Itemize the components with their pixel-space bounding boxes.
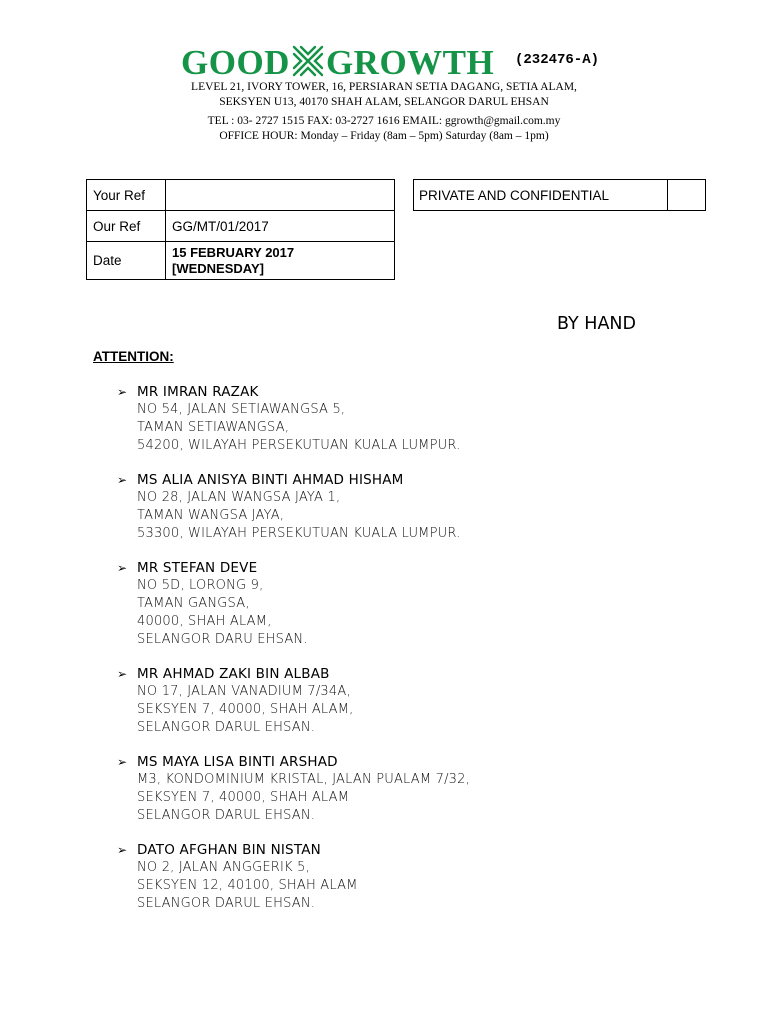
recipient-name-line [117, 383, 470, 401]
confidential-label: PRIVATE AND CONFIDENTIAL [414, 180, 668, 211]
recipient-address-line: SELANGOR DARU EHSAN. [137, 632, 308, 647]
office-hours: OFFICE HOUR: Monday – Friday (8am – 5pm) Saturday (8am – 1pm) [219, 130, 549, 142]
recipient-address-line: NO 28, JALAN WANGSA JAYA 1, [137, 490, 341, 505]
reference-table [86, 179, 395, 280]
date-value-line-1: 15 FEBRUARY 2017 [172, 244, 295, 260]
recipient-address-line: 40000, SHAH ALAM, [137, 614, 272, 629]
our-ref-row [87, 211, 395, 242]
company-registration-number: (232476-A) [515, 52, 600, 68]
recipient-address-line: NO 5D, LORONG 9, [137, 578, 264, 593]
recipient-item [117, 753, 470, 825]
attention-heading: ATTENTION: [93, 349, 174, 364]
recipient-address-line: NO 54, JALAN SETIAWANGSA 5, [137, 402, 346, 417]
your-ref-row [87, 180, 395, 211]
your-ref-label: Your Ref [87, 180, 166, 211]
leaf-logo-icon [291, 44, 325, 78]
recipient-address-line: M3, KONDOMINIUM KRISTAL, JALAN PUALAM 7/32, [137, 772, 470, 787]
recipient-address-line: SEKSYEN 7, 40000, SHAH ALAM [137, 790, 350, 805]
address-line-1: LEVEL 21, IVORY TOWER, 16, PERSIARAN SETIA DAGANG, SETIA ALAM, [191, 81, 577, 93]
recipient-address-line: TAMAN WANGSA JAYA, [137, 508, 285, 523]
recipient-address-line: SEKSYEN 12, 40100, SHAH ALAM [137, 878, 358, 893]
recipient-item [117, 471, 470, 543]
delivery-method: BY HAND [557, 314, 636, 334]
arrow-bullet-icon: ➢ [117, 473, 128, 487]
recipient-address-line: 54200, WILAYAH PERSEKUTUAN KUALA LUMPUR. [137, 438, 461, 453]
recipient-name: MR AHMAD ZAKI BIN ALBAB [137, 666, 330, 682]
date-value-line-2: [WEDNESDAY] [172, 260, 264, 276]
arrow-bullet-icon: ➢ [117, 843, 128, 857]
recipient-item [117, 383, 470, 455]
recipient-list [117, 383, 470, 929]
confidential-box [413, 179, 706, 211]
recipient-name: MR STEFAN DEVE [137, 560, 258, 576]
recipient-address-line: TAMAN SETIAWANGSA, [137, 420, 290, 435]
brand-row [0, 38, 768, 82]
letterhead [0, 38, 768, 144]
recipient-address-line: SELANGOR DARUL EHSAN. [137, 896, 316, 911]
confidential-checkbox [668, 180, 706, 211]
date-label: Date [87, 242, 166, 280]
recipient-name: MR IMRAN RAZAK [137, 384, 259, 400]
address-line-2: SEKSYEN U13, 40170 SHAH ALAM, SELANGOR DARUL EHSAN [219, 96, 549, 108]
recipient-name: MS MAYA LISA BINTI ARSHAD [137, 754, 338, 770]
recipient-address-line: SELANGOR DARUL EHSAN. [137, 808, 316, 823]
date-value [166, 242, 395, 280]
our-ref-value: GG/MT/01/2017 [166, 211, 395, 242]
recipient-item [117, 559, 470, 649]
arrow-bullet-icon: ➢ [117, 385, 128, 399]
date-row [87, 242, 395, 280]
recipient-address-line: NO 2, JALAN ANGGERIK 5, [137, 860, 310, 875]
arrow-bullet-icon: ➢ [117, 561, 128, 575]
arrow-bullet-icon: ➢ [117, 667, 128, 681]
recipient-address-line: 53300, WILAYAH PERSEKUTUAN KUALA LUMPUR. [137, 526, 461, 541]
recipient-address-line: TAMAN GANGSA, [137, 596, 250, 611]
recipient-name-line [117, 841, 470, 859]
contact-line: TEL : 03- 2727 1515 FAX: 03-2727 1616 EMAIL: ggrowth@gmail.com.my [207, 115, 561, 127]
recipient-address-line: SELANGOR DARUL EHSAN. [137, 720, 316, 735]
brand-word-good: GOOD [181, 42, 290, 82]
recipient-name: MS ALIA ANISYA BINTI AHMAD HISHAM [137, 472, 404, 488]
recipient-item [117, 665, 470, 737]
company-logo [181, 38, 494, 85]
your-ref-value [166, 180, 395, 211]
recipient-item [117, 841, 470, 913]
recipient-name-line [117, 753, 470, 771]
arrow-bullet-icon: ➢ [117, 755, 128, 769]
recipient-name-line [117, 665, 470, 683]
recipient-name-line [117, 471, 470, 489]
recipient-name: DATO AFGHAN BIN NISTAN [137, 842, 321, 858]
recipient-address-line: NO 17, JALAN VANADIUM 7/34A, [137, 684, 351, 699]
recipient-address-line: SEKSYEN 7, 40000, SHAH ALAM, [137, 702, 354, 717]
brand-word-growth: GROWTH [325, 42, 495, 82]
recipient-name-line [117, 559, 470, 577]
our-ref-label: Our Ref [87, 211, 166, 242]
